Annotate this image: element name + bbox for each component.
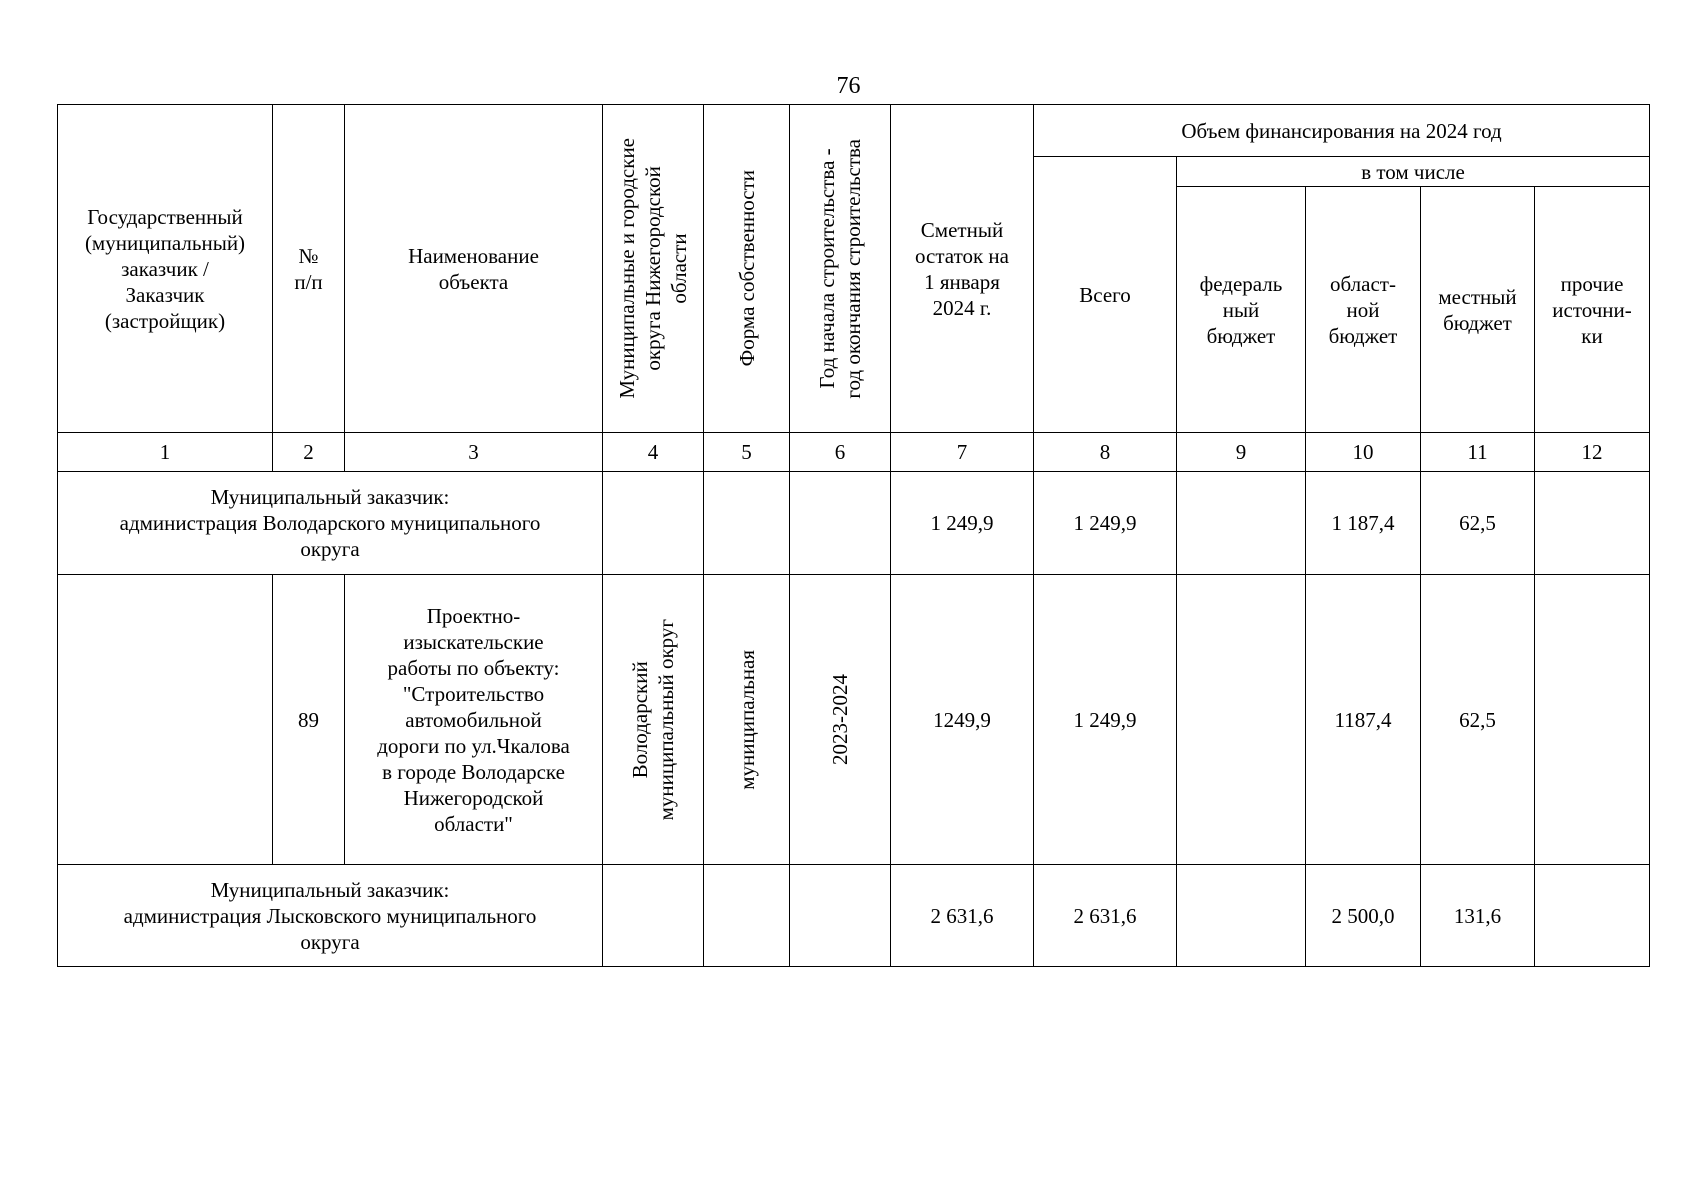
header-number: № п/п <box>273 105 345 433</box>
federal-cell <box>1177 865 1306 967</box>
table-row <box>58 865 1650 967</box>
customer-cell: Муниципальный заказчик: администрация Володарского муниципального округа <box>58 472 603 575</box>
total-cell: 1 249,9 <box>1034 472 1177 575</box>
table-row <box>58 472 1650 575</box>
local-cell: 131,6 <box>1421 865 1535 967</box>
financing-table <box>57 104 1650 967</box>
column-number: 3 <box>345 433 603 472</box>
header-federal: федераль ный бюджет <box>1177 187 1306 433</box>
ownership-cell <box>704 865 790 967</box>
table-row <box>58 575 1650 865</box>
federal-cell <box>1177 575 1306 865</box>
regional-cell: 1187,4 <box>1306 575 1421 865</box>
estimate-cell: 1 249,9 <box>891 472 1034 575</box>
header-customer: Государственный (муниципальный) заказчик / Заказчик (застройщик) <box>58 105 273 433</box>
column-number: 1 <box>58 433 273 472</box>
total-cell: 1 249,9 <box>1034 575 1177 865</box>
column-number: 11 <box>1421 433 1535 472</box>
header-estimate: Сметный остаток на 1 января 2024 г. <box>891 105 1034 433</box>
column-number: 5 <box>704 433 790 472</box>
header-other: прочие источни- ки <box>1535 187 1650 433</box>
column-number: 12 <box>1535 433 1650 472</box>
object-name-cell: Проектно- изыскательские работы по объекту: "Строительство автомобильной дороги по ул.Чкалова в городе Володарске Нижегородской области" <box>345 575 603 865</box>
other-cell <box>1535 575 1650 865</box>
district-cell <box>603 472 704 575</box>
column-number: 4 <box>603 433 704 472</box>
header-regional: област- ной бюджет <box>1306 187 1421 433</box>
local-cell: 62,5 <box>1421 575 1535 865</box>
header-object-name: Наименование объекта <box>345 105 603 433</box>
column-number: 2 <box>273 433 345 472</box>
years-cell: 2023-2024 <box>790 575 891 865</box>
page-number: 76 <box>836 73 861 99</box>
column-number: 7 <box>891 433 1034 472</box>
header-district: Муниципальные и городские округа Нижегородской области <box>603 105 704 433</box>
total-cell: 2 631,6 <box>1034 865 1177 967</box>
column-number: 8 <box>1034 433 1177 472</box>
regional-cell: 1 187,4 <box>1306 472 1421 575</box>
header-including: в том числе <box>1177 157 1650 187</box>
header-funding-title: Объем финансирования на 2024 год <box>1034 105 1650 157</box>
header-years: Год начала строительства - год окончания строительства <box>790 105 891 433</box>
header-total: Всего <box>1034 157 1177 433</box>
other-cell <box>1535 865 1650 967</box>
column-numbers-row <box>58 433 1650 472</box>
regional-cell: 2 500,0 <box>1306 865 1421 967</box>
column-number: 6 <box>790 433 891 472</box>
estimate-cell: 1249,9 <box>891 575 1034 865</box>
column-number: 9 <box>1177 433 1306 472</box>
local-cell: 62,5 <box>1421 472 1535 575</box>
header-row <box>58 105 1650 157</box>
district-cell: Володарский муниципальный округ <box>603 575 704 865</box>
ownership-cell <box>704 472 790 575</box>
customer-cell: Муниципальный заказчик: администрация Лысковского муниципального округа <box>58 865 603 967</box>
column-number: 10 <box>1306 433 1421 472</box>
ownership-cell: муниципальная <box>704 575 790 865</box>
header-ownership: Форма собственности <box>704 105 790 433</box>
estimate-cell: 2 631,6 <box>891 865 1034 967</box>
number-cell: 89 <box>273 575 345 865</box>
customer-cell <box>58 575 273 865</box>
years-cell <box>790 472 891 575</box>
header-local: местный бюджет <box>1421 187 1535 433</box>
federal-cell <box>1177 472 1306 575</box>
district-cell <box>603 865 704 967</box>
other-cell <box>1535 472 1650 575</box>
years-cell <box>790 865 891 967</box>
